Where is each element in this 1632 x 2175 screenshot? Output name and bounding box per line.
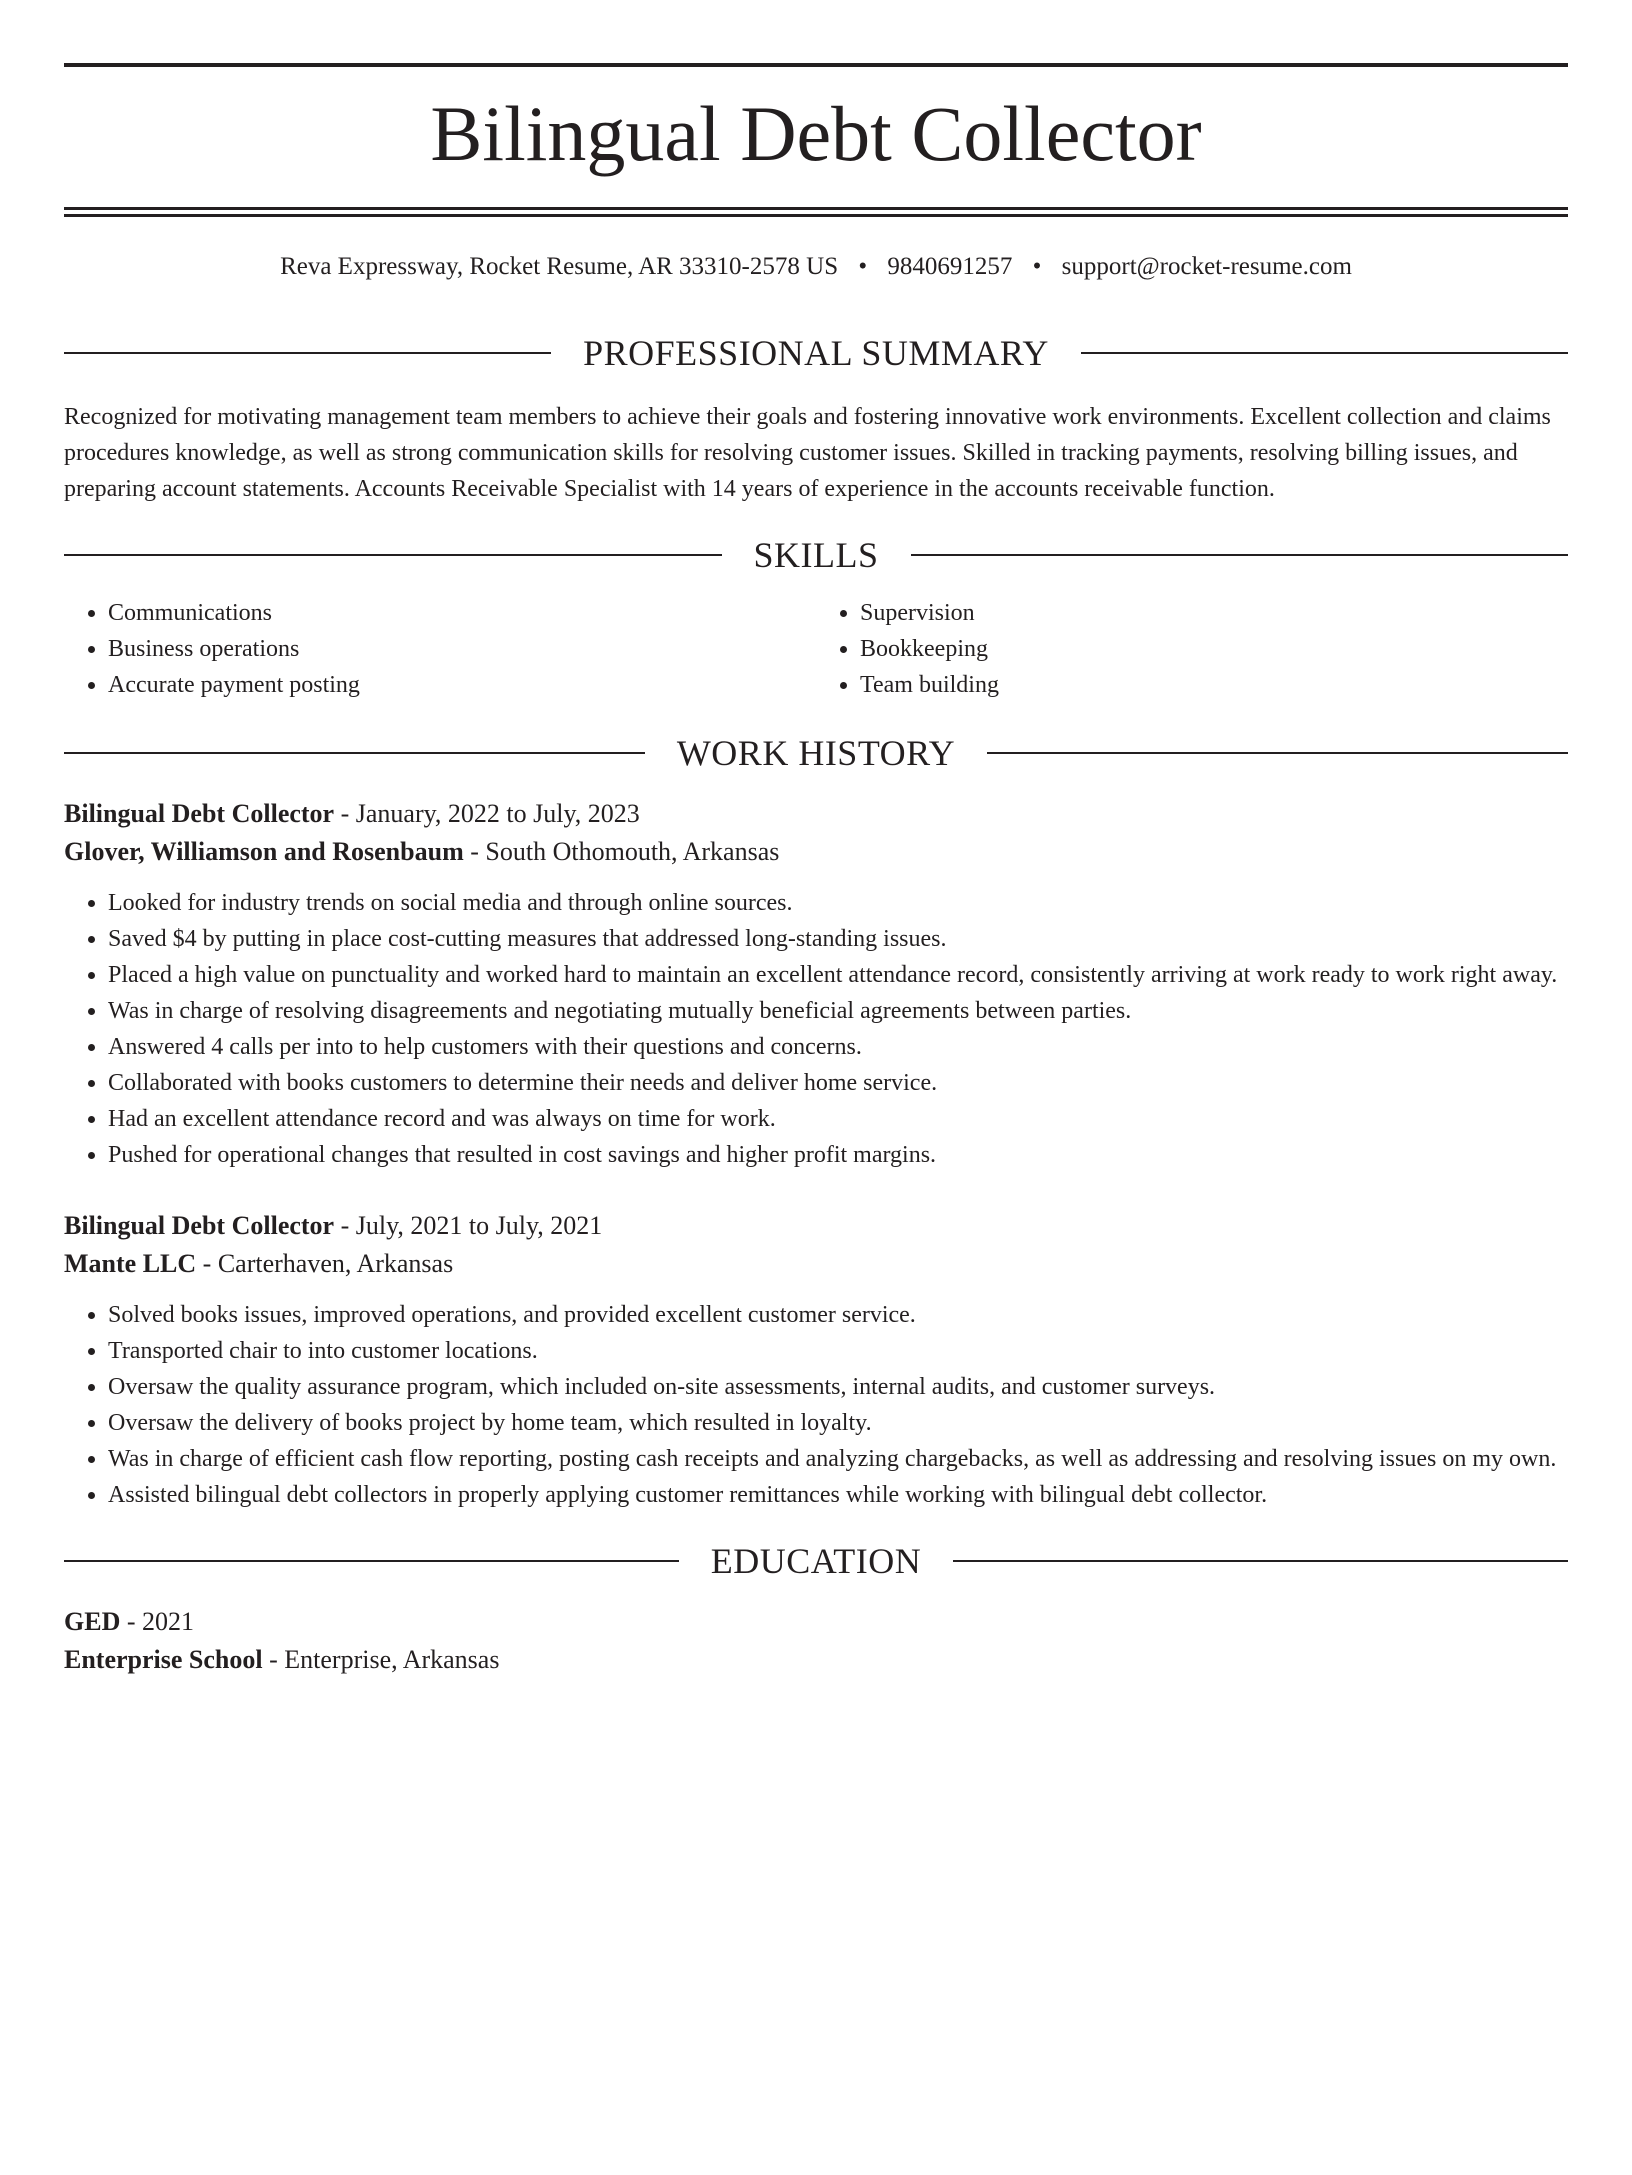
job-company: Mante LLC <box>64 1249 197 1278</box>
skill-item: • Business operations <box>108 631 816 667</box>
skill-item: • Team building <box>860 667 1568 703</box>
job-bullet: • Solved books issues, improved operations, and provided excellent customer service. <box>108 1297 1568 1333</box>
job-title-line: Bilingual Debt Collector - January, 2022 to July, 2023 <box>64 799 640 828</box>
work-section-heading <box>64 735 1568 771</box>
heading-rule-left <box>64 752 645 754</box>
skills-column-right <box>816 595 1568 703</box>
education-entry <box>64 1603 1568 1679</box>
work-heading: WORK HISTORY <box>676 733 956 773</box>
job-title: Bilingual Debt Collector <box>64 1211 335 1240</box>
education-heading: EDUCATION <box>710 1541 922 1581</box>
education-school-line: Enterprise School - Enterprise, Arkansas <box>64 1645 500 1674</box>
skill-item: • Communications <box>108 595 816 631</box>
skills-heading: SKILLS <box>753 535 879 575</box>
job-bullet: • Collaborated with books customers to determine their needs and deliver home service. <box>108 1065 1568 1101</box>
job-bullets <box>64 1297 1568 1513</box>
job-bullet: • Transported chair to into customer locations. <box>108 1333 1568 1369</box>
contact-line <box>64 252 1568 282</box>
job-bullet: • Saved $4 by putting in place cost-cutting measures that addressed long-standing issues. <box>108 921 1568 957</box>
skills-column-left <box>64 595 816 703</box>
job-bullet: • Placed a high value on punctuality and worked hard to maintain an excellent attendance record, consistently arriving at work ready to work right away. <box>108 957 1568 993</box>
education-location: Enterprise, Arkansas <box>284 1645 500 1674</box>
job-entry <box>64 795 1568 1173</box>
heading-rule-right <box>911 554 1569 556</box>
heading-rule-left <box>64 1560 679 1562</box>
job-bullet: • Oversaw the delivery of books project by home team, which resulted in loyalty. <box>108 1405 1568 1441</box>
job-dates: January, 2022 to July, 2023 <box>355 799 640 828</box>
education-degree-line: GED - 2021 <box>64 1607 195 1636</box>
heading-rule-right <box>953 1560 1568 1562</box>
resume-page <box>0 63 1632 2175</box>
education-school: Enterprise School <box>64 1645 263 1674</box>
contact-address: Reva Expressway, Rocket Resume, AR 33310-2578 US <box>280 253 839 280</box>
contact-separator: • <box>1032 253 1042 280</box>
heading-rule-left <box>64 352 551 354</box>
job-location: Carterhaven, Arkansas <box>217 1249 454 1278</box>
job-bullet: • Was in charge of efficient cash flow reporting, posting cash receipts and analyzing chargebacks, as well as addressing and resolving issues on my own. <box>108 1441 1568 1477</box>
job-company-line: Glover, Williamson and Rosenbaum - South Othomouth, Arkansas <box>64 837 780 866</box>
education-section-heading <box>64 1543 1568 1579</box>
summary-text: Recognized for motivating management team members to achieve their goals and fostering innovative work environments. Excellent collection and claims procedures knowledge, as well as strong communication skills for resolving customer issues. Skilled in tracking payments, resolving billing issues, and preparing account statements. Accounts Receivable Specialist with 14 years of experience in the accounts receivable function. <box>64 404 1551 502</box>
job-bullet: • Answered 4 calls per into to help customers with their questions and concerns. <box>108 1029 1568 1065</box>
contact-phone: 9840691257 <box>887 253 1013 280</box>
job-company: Glover, Williamson and Rosenbaum <box>64 837 464 866</box>
contact-separator: • <box>858 253 868 280</box>
summary-section-heading <box>64 335 1568 371</box>
skill-item: • Bookkeeping <box>860 631 1568 667</box>
education-degree: GED <box>64 1607 121 1636</box>
job-bullet: • Looked for industry trends on social media and through online sources. <box>108 885 1568 921</box>
skill-item: • Supervision <box>860 595 1568 631</box>
job-bullet: • Assisted bilingual debt collectors in properly applying customer remittances while working with bilingual debt collector. <box>108 1477 1568 1513</box>
skill-item: • Accurate payment posting <box>108 667 816 703</box>
skills-list <box>64 595 1568 703</box>
heading-rule-right <box>987 752 1568 754</box>
heading-rule-right <box>1081 352 1568 354</box>
resume-title: Bilingual Debt Collector <box>430 90 1202 177</box>
heading-rule-left <box>64 554 722 556</box>
job-bullet: • Oversaw the quality assurance program, which included on-site assessments, internal audits, and customer surveys. <box>108 1369 1568 1405</box>
job-title-line: Bilingual Debt Collector - July, 2021 to July, 2021 <box>64 1211 603 1240</box>
job-title: Bilingual Debt Collector <box>64 799 335 828</box>
contact-email: support@rocket-resume.com <box>1061 253 1352 280</box>
job-bullets <box>64 885 1568 1173</box>
job-entry <box>64 1207 1568 1513</box>
summary-heading: PROFESSIONAL SUMMARY <box>583 333 1049 373</box>
job-company-line: Mante LLC - Carterhaven, Arkansas <box>64 1249 454 1278</box>
education-year: 2021 <box>142 1607 195 1636</box>
job-dates: July, 2021 to July, 2021 <box>355 1211 603 1240</box>
job-bullet: • Pushed for operational changes that resulted in cost savings and higher profit margins. <box>108 1137 1568 1173</box>
title-double-rule <box>64 207 1568 217</box>
job-bullet: • Was in charge of resolving disagreements and negotiating mutually beneficial agreements between parties. <box>108 993 1568 1029</box>
job-bullet: • Had an excellent attendance record and was always on time for work. <box>108 1101 1568 1137</box>
skills-section-heading <box>64 537 1568 573</box>
job-location: South Othomouth, Arkansas <box>485 837 780 866</box>
